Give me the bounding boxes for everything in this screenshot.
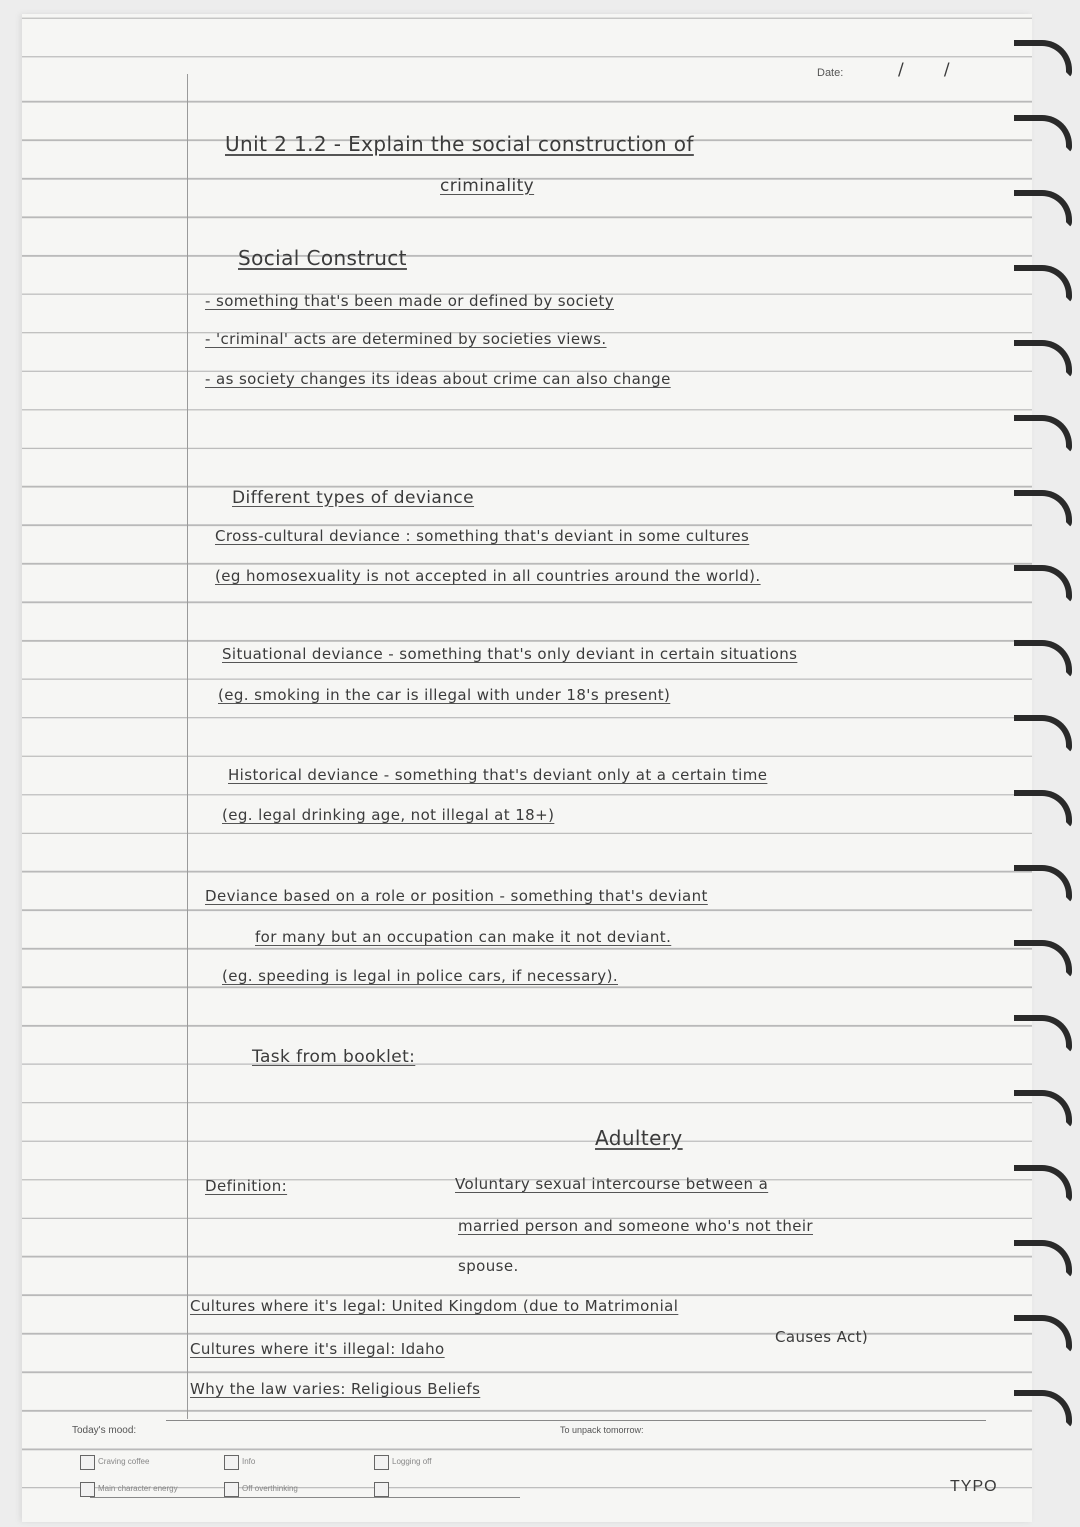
binding-ring — [1014, 190, 1072, 228]
binding-ring — [1014, 940, 1072, 978]
legal-line-cont: Causes Act) — [775, 1328, 869, 1346]
definition-text: married person and someone who's not their — [458, 1217, 813, 1235]
binding-ring — [1014, 565, 1072, 603]
binding-ring — [1014, 1390, 1072, 1428]
illegal-line: Cultures where it's illegal: Idaho — [190, 1340, 445, 1358]
note-line: Deviance based on a role or position - something that's deviant — [205, 887, 708, 905]
mood-checkbox[interactable] — [224, 1482, 239, 1497]
date-label: Date: — [817, 67, 844, 79]
binding-ring — [1014, 715, 1072, 753]
binding-ring — [1014, 265, 1072, 303]
page-title: Unit 2 1.2 - Explain the social construction of — [225, 132, 694, 156]
section-heading: Different types of deviance — [232, 488, 475, 508]
note-line: (eg. smoking in the car is illegal with under 18's present) — [218, 686, 671, 704]
binding-ring — [1014, 490, 1072, 528]
definition-text: Voluntary sexual intercourse between a — [455, 1175, 769, 1193]
brand-logo: TYPO — [950, 1478, 998, 1495]
binding-ring — [1014, 1015, 1072, 1053]
task-topic: Adultery — [595, 1126, 683, 1150]
mood-checkbox[interactable] — [374, 1482, 389, 1497]
to-unpack-label: To unpack tomorrow: — [560, 1425, 644, 1435]
binding-ring — [1014, 115, 1072, 153]
date-value: / / — [898, 60, 951, 80]
note-line: Situational deviance - something that's only deviant in certain situations — [222, 645, 798, 663]
binding-ring — [1014, 1090, 1072, 1128]
mood-option-label: Info — [242, 1457, 256, 1466]
mood-option-label: Main character energy — [98, 1484, 178, 1493]
binding-ring — [1014, 1165, 1072, 1203]
binding-ring — [1014, 865, 1072, 903]
legal-line: Cultures where it's legal: United Kingdom (due to Matrimonial — [190, 1297, 679, 1315]
bullet-item: - something that's been made or defined by society — [205, 292, 615, 310]
note-line: (eg. speeding is legal in police cars, if necessary). — [222, 967, 619, 985]
mood-option-label: Logging off — [392, 1457, 432, 1466]
spiral-binding — [1008, 20, 1080, 1520]
binding-ring — [1014, 640, 1072, 678]
note-line: for many but an occupation can make it not deviant. — [255, 928, 672, 946]
mood-checkbox[interactable] — [80, 1455, 95, 1470]
mood-option-label: Off overthinking — [242, 1484, 298, 1493]
task-label: Task from booklet: — [252, 1047, 416, 1067]
footer-divider — [166, 1420, 986, 1421]
page-title-cont: criminality — [440, 176, 535, 196]
why-line: Why the law varies: Religious Beliefs — [190, 1380, 481, 1398]
footer-line — [90, 1497, 520, 1498]
bullet-item: - as society changes its ideas about crime can also change — [205, 370, 671, 388]
margin-line — [187, 74, 188, 1419]
todays-mood-label: Today's mood: — [72, 1425, 137, 1436]
section-heading: Social Construct — [238, 246, 407, 270]
definition-text: spouse. — [458, 1257, 519, 1275]
binding-ring — [1014, 340, 1072, 378]
mood-checkbox[interactable] — [80, 1482, 95, 1497]
binding-ring — [1014, 415, 1072, 453]
bullet-item: - 'criminal' acts are determined by societies views. — [205, 330, 607, 348]
note-line: (eg. legal drinking age, not illegal at 18+) — [222, 806, 555, 824]
binding-ring — [1014, 1240, 1072, 1278]
mood-checkbox[interactable] — [374, 1455, 389, 1470]
mood-option-label: Craving coffee — [98, 1457, 150, 1466]
mood-checkbox[interactable] — [224, 1455, 239, 1470]
note-line: Cross-cultural deviance : something that's deviant in some cultures — [215, 527, 750, 545]
binding-ring — [1014, 1315, 1072, 1353]
binding-ring — [1014, 40, 1072, 78]
definition-label: Definition: — [205, 1177, 288, 1195]
note-line: Historical deviance - something that's deviant only at a certain time — [228, 766, 768, 784]
note-line: (eg homosexuality is not accepted in all countries around the world). — [215, 567, 761, 585]
binding-ring — [1014, 790, 1072, 828]
